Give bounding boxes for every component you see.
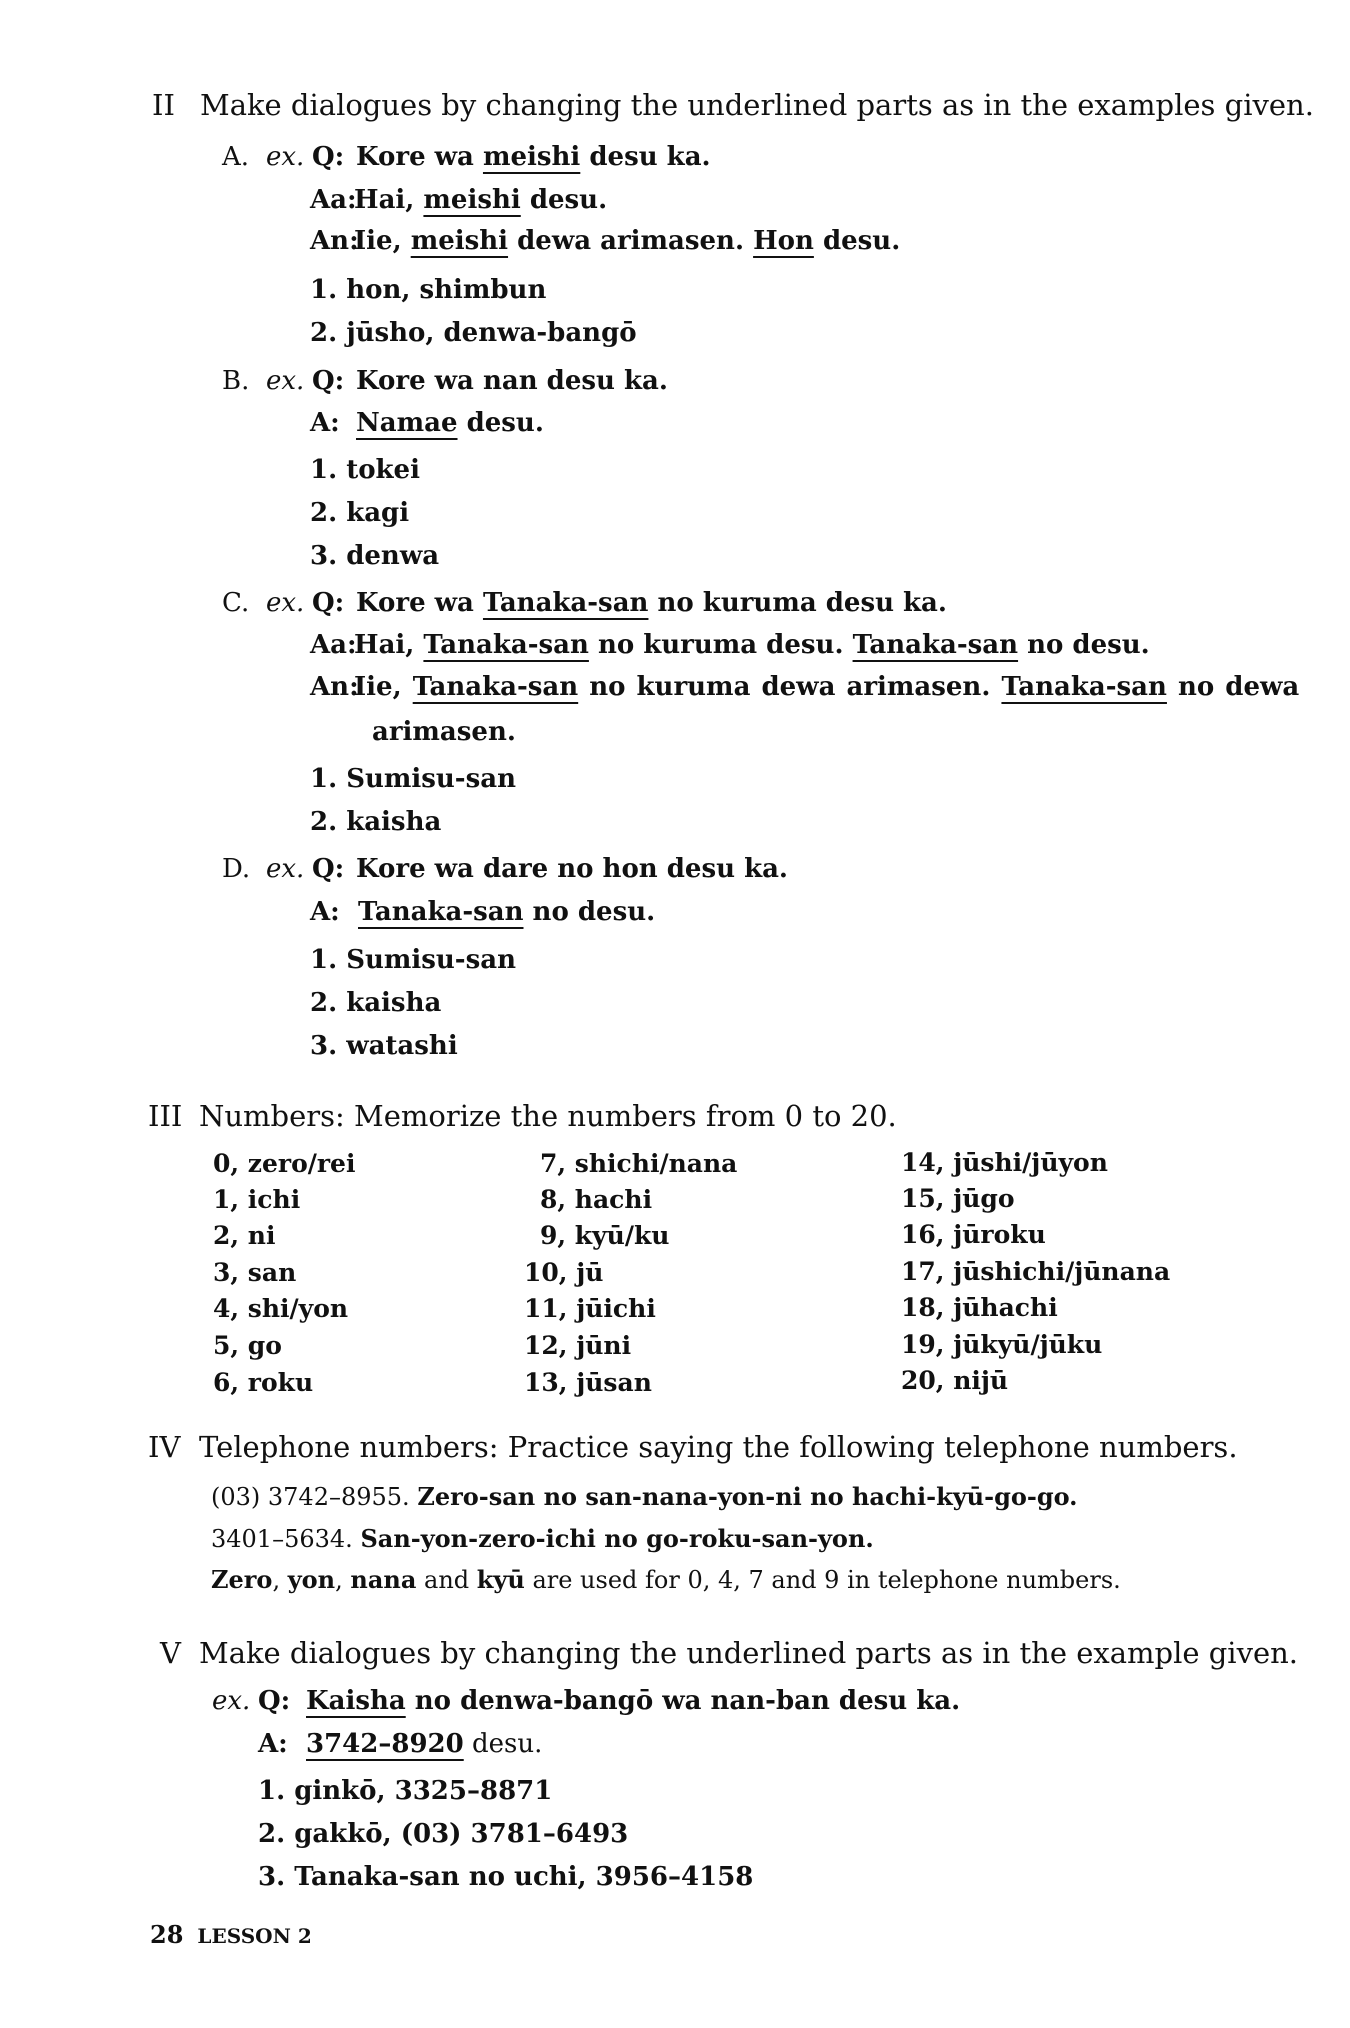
list-item: 3. Tanaka-san no uchi, 3956–4158 <box>258 1862 754 1892</box>
speaker-label: A: <box>258 1729 288 1759</box>
number-item: 5, go <box>213 1331 282 1360</box>
exercise-label: D. <box>222 854 251 884</box>
note-text: , <box>335 1566 351 1594</box>
number-item: 19, jūkyū/jūku <box>901 1330 1103 1359</box>
exercise-b-question <box>222 364 668 398</box>
list-item: 2. kaisha <box>310 807 442 837</box>
example-marker: ex. <box>212 1686 251 1716</box>
number-item: 16, jūroku <box>901 1220 1046 1249</box>
speaker-label: A: <box>310 897 340 927</box>
number-item: 12, jūni <box>524 1331 632 1360</box>
exercise-label: B. <box>222 366 250 396</box>
list-item: 2. kaisha <box>310 988 442 1018</box>
exercise-a-answer-negative <box>310 224 900 258</box>
section-iii-heading <box>148 1099 897 1133</box>
number-item: 17, jūshichi/jūnana <box>901 1257 1171 1286</box>
section-number: V <box>160 1636 181 1670</box>
underlined-word: meishi <box>410 226 509 256</box>
exercise-v-question <box>212 1684 960 1718</box>
bold-term: nana <box>350 1565 417 1594</box>
bold-term: kyū <box>476 1565 525 1594</box>
dialogue-text: desu. <box>463 1729 543 1759</box>
phone-reading: Zero-san no san-nana-yon-ni no hachi-kyū-go-go. <box>417 1482 1078 1511</box>
underlined-word: Tanaka-san <box>482 588 649 618</box>
underlined-word: Kaisha <box>306 1686 406 1716</box>
exercise-c-question <box>222 586 947 620</box>
number-item: 14, jūshi/jūyon <box>901 1148 1108 1177</box>
phone-note <box>211 1563 1121 1597</box>
phone-number: (03) 3742–8955. <box>211 1483 410 1511</box>
section-ii-heading <box>152 88 1314 122</box>
list-item: 1. Sumisu-san <box>310 764 516 794</box>
exercise-c-answer-affirmative <box>310 628 1150 662</box>
underlined-word: Tanaka-san <box>412 672 579 702</box>
number-item: 13, jūsan <box>524 1368 652 1397</box>
lesson-label: LESSON 2 <box>197 1924 312 1948</box>
list-item: 1. hon, shimbun <box>310 275 547 305</box>
phone-example-2 <box>211 1522 874 1556</box>
dialogue-text: Kore wa <box>356 142 483 172</box>
example-marker: ex. <box>266 588 305 618</box>
dialogue-text: Hai, <box>354 185 424 215</box>
dialogue-text: Iie, <box>354 672 413 702</box>
number-item: 8, hachi <box>540 1185 653 1214</box>
number-item: 6, roku <box>213 1368 314 1397</box>
section-instruction: Telephone numbers: Practice saying the following telephone numbers. <box>199 1430 1238 1464</box>
number-item: 7, shichi/nana <box>540 1149 738 1178</box>
dialogue-text: no dewa <box>1166 672 1300 702</box>
page-number: 28 <box>150 1920 184 1949</box>
underlined-word: meishi <box>482 142 581 172</box>
number-item: 15, jūgo <box>901 1184 1015 1213</box>
dialogue-text: Kore wa dare no hon desu ka. <box>356 854 788 884</box>
underlined-word: Tanaka-san <box>1001 672 1167 702</box>
speaker-label: A: <box>310 408 340 438</box>
underlined-word: Tanaka-san <box>852 630 1019 660</box>
list-item: 3. denwa <box>310 541 440 571</box>
exercise-c-answer-negative <box>310 670 1299 704</box>
speaker-label: Aa: <box>310 630 357 660</box>
number-item: 18, jūhachi <box>901 1293 1058 1322</box>
dialogue-text: no kuruma dewa arimasen. <box>578 672 1002 702</box>
list-item: 1. ginkō, 3325–8871 <box>258 1776 553 1806</box>
dialogue-text: desu. <box>457 408 544 438</box>
list-item: 2. gakkō, (03) 3781–6493 <box>258 1819 629 1849</box>
bold-term: yon <box>287 1565 336 1594</box>
exercise-a-question <box>222 140 711 174</box>
example-marker: ex. <box>266 142 305 172</box>
speaker-label: Q: <box>258 1686 291 1716</box>
dialogue-text: Hai, <box>354 630 424 660</box>
bold-term: Zero <box>211 1565 273 1594</box>
section-instruction: Make dialogues by changing the underlined parts as in the examples given. <box>200 88 1314 122</box>
dialogue-text: desu ka. <box>580 142 711 172</box>
dialogue-continuation: arimasen. <box>372 717 516 747</box>
underlined-word: Namae <box>356 408 458 438</box>
dialogue-text: Iie, <box>354 226 411 256</box>
list-item: 1. tokei <box>310 455 420 485</box>
exercise-d-answer <box>310 895 655 929</box>
section-iv-heading <box>148 1430 1238 1464</box>
dialogue-text: no desu. <box>1018 630 1150 660</box>
number-item: 2, ni <box>213 1221 276 1250</box>
exercise-b-answer <box>310 406 544 440</box>
section-instruction: Numbers: Memorize the numbers from 0 to 20. <box>199 1099 897 1133</box>
phone-example-1 <box>211 1480 1078 1514</box>
section-number: II <box>152 88 175 122</box>
section-number: IV <box>148 1430 181 1464</box>
example-marker: ex. <box>266 366 305 396</box>
section-number: III <box>148 1099 183 1133</box>
dialogue-text: no desu. <box>523 897 656 927</box>
page-footer <box>150 1918 312 1953</box>
list-item: 2. kagi <box>310 498 410 528</box>
list-item: 3. watashi <box>310 1031 458 1061</box>
example-marker: ex. <box>266 854 305 884</box>
dialogue-text: Kore wa <box>356 588 483 618</box>
number-item: 11, jūichi <box>524 1294 656 1323</box>
phone-number: 3401–5634. <box>211 1525 353 1553</box>
exercise-label: A. <box>222 142 250 172</box>
speaker-label: Aa: <box>310 185 357 215</box>
number-item: 20, nijū <box>901 1366 1009 1395</box>
underlined-word: Hon <box>753 226 814 256</box>
exercise-a-answer-affirmative <box>310 183 607 217</box>
underlined-word: Tanaka-san <box>358 897 524 927</box>
underlined-word: Tanaka-san <box>423 630 589 660</box>
exercise-d-question <box>222 852 788 886</box>
note-text: and <box>416 1566 477 1594</box>
dialogue-text: no kuruma desu ka. <box>648 588 947 618</box>
speaker-label: An: <box>310 672 359 702</box>
note-text: , <box>272 1566 288 1594</box>
speaker-label: Q: <box>312 366 345 396</box>
number-item: 0, zero/rei <box>213 1149 356 1178</box>
list-item: 1. Sumisu-san <box>310 945 516 975</box>
section-instruction: Make dialogues by changing the underlined parts as in the example given. <box>199 1636 1299 1670</box>
number-item: 3, san <box>213 1258 297 1287</box>
speaker-label: An: <box>310 226 359 256</box>
number-item: 10, jū <box>524 1258 604 1287</box>
section-v-heading <box>160 1636 1298 1670</box>
list-item: 2. jūsho, denwa-bangō <box>310 318 637 348</box>
speaker-label: Q: <box>312 142 345 172</box>
dialogue-text: Kore wa nan desu ka. <box>356 366 668 396</box>
exercise-v-answer <box>258 1727 542 1761</box>
number-item: 4, shi/yon <box>213 1294 349 1323</box>
number-item: 9, kyū/ku <box>540 1221 670 1250</box>
speaker-label: Q: <box>312 854 345 884</box>
number-item: 1, ichi <box>213 1185 301 1214</box>
dialogue-text: no denwa-bangō wa nan-ban desu ka. <box>405 1686 961 1716</box>
dialogue-text: no kuruma desu. <box>588 630 853 660</box>
phone-reading: San-yon-zero-ichi no go-roku-san-yon. <box>360 1524 874 1553</box>
underlined-number: 3742–8920 <box>306 1729 464 1759</box>
dialogue-text: dewa arimasen. <box>508 226 754 256</box>
note-text: are used for 0, 4, 7 and 9 in telephone numbers. <box>524 1566 1121 1594</box>
dialogue-text: desu. <box>813 226 901 256</box>
dialogue-text: desu. <box>520 185 608 215</box>
underlined-word: meishi <box>423 185 521 215</box>
exercise-label: C. <box>222 588 250 618</box>
speaker-label: Q: <box>312 588 345 618</box>
